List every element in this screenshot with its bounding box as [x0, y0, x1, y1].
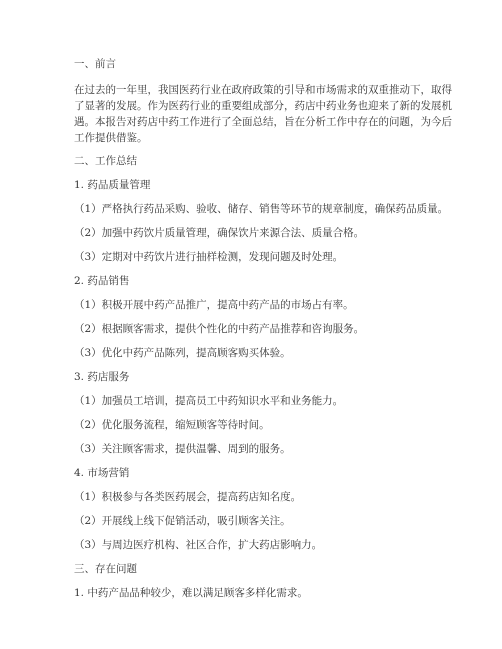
subsection-title-service: 3. 药店服务 [74, 371, 130, 383]
marketing-item-2: （2）开展线上线下促销活动，吸引顾客关注。 [74, 515, 291, 527]
subsection-title-marketing: 4. 市场营销 [74, 467, 130, 479]
section-heading-problems: 三、存在问题 [74, 563, 137, 575]
service-item-1: （1）加强员工培训，提高员工中药知识水平和业务能力。 [74, 395, 344, 407]
intro-line-4: 工作提供借鉴。 [74, 132, 148, 144]
sales-item-1: （1）积极开展中药产品推广，提高中药产品的市场占有率。 [74, 299, 354, 311]
quality-item-1: （1）严格执行药品采购、验收、储存、销售等环节的规章制度，确保药品质量。 [74, 203, 449, 215]
marketing-item-3: （3）与周边医疗机构、社区合作，扩大药店影响力。 [74, 539, 323, 551]
subsection-title-quality: 1. 药品质量管理 [74, 179, 151, 191]
service-item-2: （2）优化服务流程，缩短顾客等待时间。 [74, 419, 270, 431]
section-heading-preface: 一、前言 [74, 58, 116, 70]
intro-line-2: 了显著的发展。作为医药行业的重要组成部分，药店中药业务也迎来了新的发展机 [74, 100, 452, 112]
sales-item-3: （3）优化中药产品陈列，提高顾客购买体验。 [74, 347, 291, 359]
marketing-item-1: （1）积极参与各类医药展会，提高药店知名度。 [74, 491, 302, 503]
service-item-3: （3）关注顾客需求，提供温馨、周到的服务。 [74, 443, 291, 455]
quality-item-3: （3）定期对中药饮片进行抽样检测，发现问题及时处理。 [74, 251, 344, 263]
intro-line-3: 遇。本报告对药店中药工作进行了全面总结，旨在分析工作中存在的问题，为今后 [74, 116, 452, 128]
problem-item-1: 1. 中药产品品种较少，难以满足顾客多样化需求。 [74, 587, 308, 599]
quality-item-2: （2）加强中药饮片质量管理，确保饮片来源合法、质量合格。 [74, 227, 365, 239]
section-heading-work-summary: 二、工作总结 [74, 155, 137, 167]
intro-line-1: 在过去的一年里，我国医药行业在政府政策的引导和市场需求的双重推动下，取得 [74, 84, 452, 96]
sales-item-2: （2）根据顾客需求，提供个性化的中药产品推荐和咨询服务。 [74, 323, 365, 335]
subsection-title-sales: 2. 药品销售 [74, 275, 130, 287]
